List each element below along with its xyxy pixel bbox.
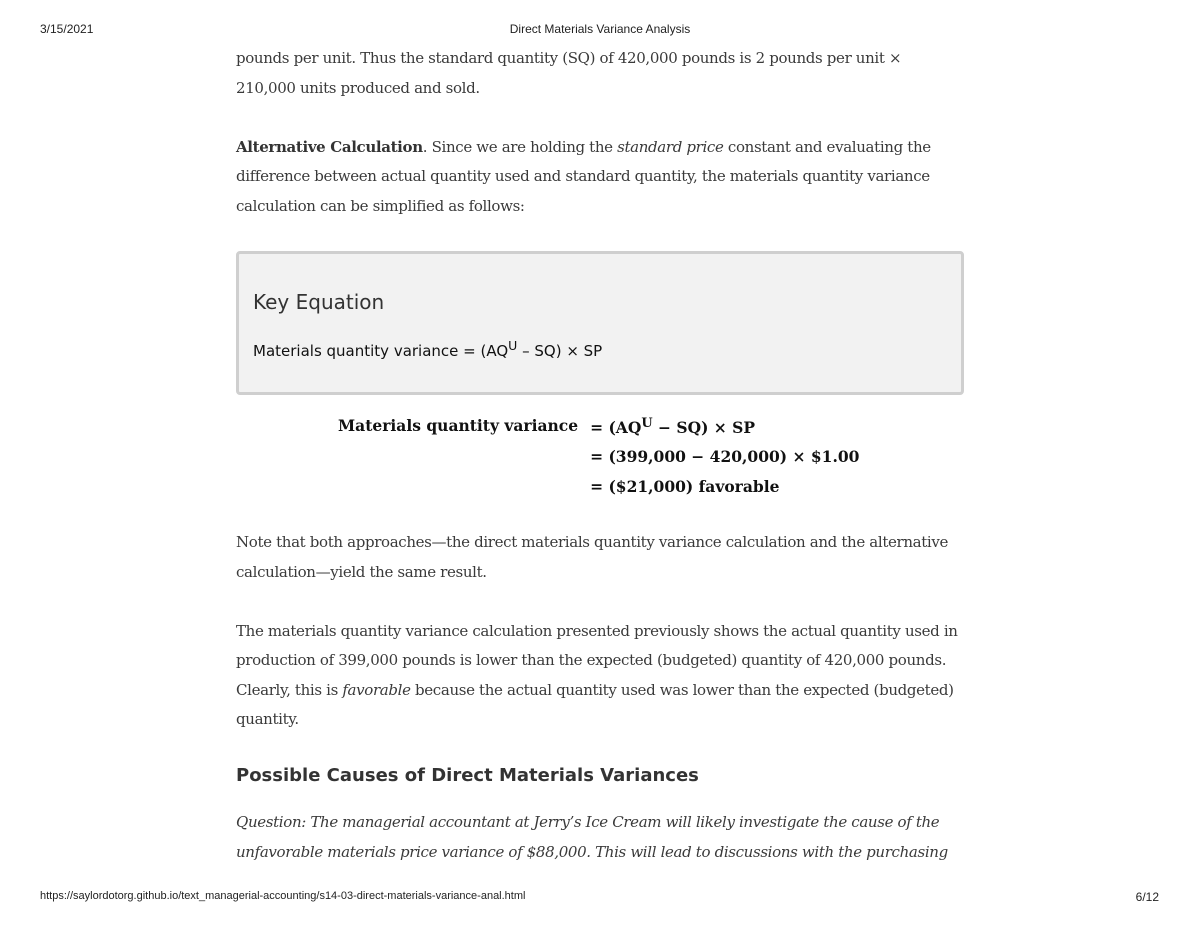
key-equation-box	[236, 251, 964, 395]
formula-superscript: U	[641, 415, 653, 431]
section-heading: Possible Causes of Direct Materials Variances	[236, 765, 699, 787]
key-equation-title: Key Equation	[253, 289, 385, 314]
calculation-row	[338, 442, 859, 472]
key-equation-formula	[253, 336, 947, 361]
calculation-step-substitution: = (399,000 − 420,000) × $1.00	[590, 447, 860, 467]
formula-superscript: U	[508, 337, 518, 353]
paragraph-text: The materials quantity variance calculation presented previously shows the actual quantity used in production of 399,000 pounds is lower than the expected (budgeted) quantity of 420,000 pounds. Clearly, this is	[236, 621, 958, 699]
question-paragraph: Question: The managerial accountant at Jerry’s Ice Cream will likely investigate the cause of the unfavorable materials price variance of $88,000. This will lead to discussions with the purchasing	[236, 813, 948, 861]
paragraph-text: Since we are holding the	[427, 137, 618, 156]
print-footer-url: https://saylordotorg.github.io/text_managerial-accounting/s14-03-direct-materials-variance-anal.html	[40, 890, 526, 902]
print-footer-page-number: 6/12	[1135, 890, 1159, 904]
calculation-step-result: = ($21,000) favorable	[590, 476, 780, 496]
paragraph-both-approaches: Note that both approaches—the direct materials quantity variance calculation and the alternative calculation—yield the same result.	[236, 533, 949, 581]
paragraph-text: constant and evaluating the difference between actual quantity used and standard quantity, the materials quantity variance calculation can be simplified as follows:	[236, 137, 931, 215]
paragraph-alternative-calculation	[236, 133, 964, 222]
paragraph-standard-quantity: pounds per unit. Thus the standard quantity (SQ) of 420,000 pounds is 2 pounds per unit × 210,000 units produced and sold.	[236, 49, 902, 97]
calculation-spacer	[338, 442, 590, 472]
print-header-title: Direct Materials Variance Analysis	[509, 22, 691, 36]
emphasis-standard-price: standard price	[617, 137, 724, 156]
formula-text: = (AQ	[590, 417, 642, 437]
formula-text: Materials quantity variance = (AQ	[253, 341, 509, 360]
variance-calculation	[338, 409, 859, 502]
calculation-label: Materials quantity variance	[338, 415, 579, 435]
calculation-row	[338, 472, 859, 502]
run-in-heading: Alternative Calculation	[236, 137, 423, 156]
paragraph-favorable-explanation	[236, 617, 964, 735]
emphasis-favorable: favorable	[342, 680, 411, 699]
calculation-step-formula	[590, 409, 859, 443]
formula-text: − SQ) × SP	[652, 417, 756, 437]
calculation-spacer	[338, 472, 590, 502]
calculation-row	[338, 409, 859, 443]
paragraph-text: because the actual quantity used was lower than the expected (budgeted) quantity.	[236, 680, 954, 729]
article-content	[236, 44, 964, 897]
formula-text: – SQ) × SP	[517, 341, 603, 360]
print-header-date: 3/15/2021	[40, 22, 94, 36]
run-in-period: .	[422, 137, 428, 156]
